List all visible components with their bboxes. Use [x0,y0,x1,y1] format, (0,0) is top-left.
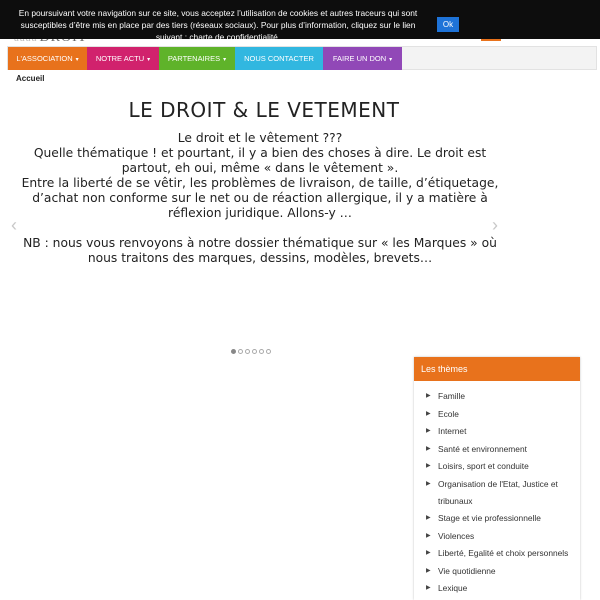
slide-title: LE DROIT & LE VETEMENT [128,98,400,122]
theme-label: Santé et environnement [438,443,527,454]
caret-right-icon: ▶ [426,585,431,591]
caret-right-icon: ▶ [426,480,431,487]
theme-label: Organisation de l'Etat, Justice et tribunaux [438,478,558,506]
caret-right-icon: ▶ [426,567,431,574]
theme-list [414,381,580,597]
cookie-message: En poursuivant votre navigation sur ce site, vous acceptez l’utilisation de cookies et autres traceurs qui sont susceptibles d’être mis en place par des tiers (réseaux sociaux). Pour plus d’information, cliquez sur le lien suivant : [18,8,418,42]
nav-item-nous-contacter[interactable] [235,47,323,70]
slider-dot[interactable] [231,349,236,354]
slider [7,86,508,362]
slider-dot[interactable] [245,349,250,354]
caret-right-icon: ▶ [426,532,431,539]
themes-widget [414,357,580,600]
main-nav [7,46,597,70]
caret-right-icon: ▶ [426,410,431,417]
theme-label: Liberté, Egalité et choix personnels [438,548,569,558]
slider-dot[interactable] [266,349,271,354]
spacer [15,221,505,236]
theme-label: Internet [438,426,467,436]
slider-dot[interactable] [252,349,257,354]
slide-line: Le droit et le vêtement ??? [177,131,343,145]
caret-right-icon: ▶ [426,428,431,434]
caret-right-icon: ▶ [426,550,431,556]
cookie-banner [0,0,600,42]
chevron-down-icon: ▾ [147,57,151,63]
theme-item[interactable] [426,441,574,458]
breadcrumb[interactable]: Accueil [16,74,45,83]
nav-item-faire-un-don[interactable] [323,47,402,70]
theme-item[interactable] [426,476,574,510]
theme-item[interactable] [426,406,574,423]
caret-right-icon: ▶ [426,445,431,452]
nav-label: NOTRE ACTU [95,54,145,63]
slide-body [15,131,505,266]
theme-label: Famille [438,391,465,401]
theme-item[interactable] [426,423,574,440]
caret-right-icon: ▶ [426,515,431,521]
nav-label: FAIRE UN DON [332,54,387,63]
cookie-accept-button[interactable]: Ok [437,17,459,32]
slider-dot[interactable] [259,349,264,354]
slide-line: Quelle thématique ! et pourtant, il y a bien des choses à dire. Le droit est partout, eh oui, même « dans le vêtement ». [33,146,487,175]
theme-item[interactable] [426,458,574,475]
chevron-left-icon[interactable]: ‹ [11,215,17,235]
theme-label: Lexique [438,583,468,593]
chevron-down-icon: ▾ [389,57,393,63]
widget-title: Les thèmes [414,357,580,381]
theme-label: Stage et vie professionnelle [438,513,541,523]
privacy-policy-link[interactable]: charte de confidentialité [189,32,278,42]
theme-item[interactable] [426,563,574,580]
slide-line: Entre la liberté de se vêtir, les problèmes de livraison, de taille, d’étiquetage, d’achat non conforme sur le net ou de réaction allergique, il y a matière à réflexion juridique. Allons-y … [21,176,499,220]
nav-label: NOUS CONTACTER [244,54,314,63]
theme-item[interactable] [426,528,574,545]
theme-label: Vie quotidienne [438,565,496,576]
cookie-text: En poursuivant votre navigation sur ce site, vous acceptez l’utilisation de cookies et autres traceurs qui sont susceptibles d’être mis en place par des tiers (réseaux sociaux). Pour plus d’information, cliquez sur le lien suivant : charte de confidentialité. [18,8,418,42]
nav-item-notre-actu[interactable] [87,47,159,70]
theme-label: Loisirs, sport et conduite [438,461,529,471]
slide-note: NB : nous vous renvoyons à notre dossier thématique sur « les Marques » où nous traitons des marques, dessins, modèles, brevets… [23,236,497,265]
nav-item-association[interactable] [8,47,87,70]
chevron-right-icon[interactable]: › [492,215,498,235]
theme-label: Ecole [438,408,459,419]
nav-label: L'ASSOCIATION [16,54,73,63]
theme-item[interactable] [426,545,574,562]
theme-item[interactable] [426,388,574,405]
theme-item[interactable] [426,510,574,527]
theme-label: Violences [438,530,475,541]
caret-right-icon: ▶ [426,393,431,399]
theme-item[interactable] [426,580,574,597]
slider-pagination [231,349,273,355]
caret-right-icon: ▶ [426,463,431,469]
chevron-down-icon: ▾ [223,57,227,63]
slider-dot[interactable] [238,349,243,354]
nav-label: PARTENAIRES [167,54,221,63]
chevron-down-icon: ▾ [75,57,79,63]
nav-item-partenaires[interactable] [159,47,235,70]
